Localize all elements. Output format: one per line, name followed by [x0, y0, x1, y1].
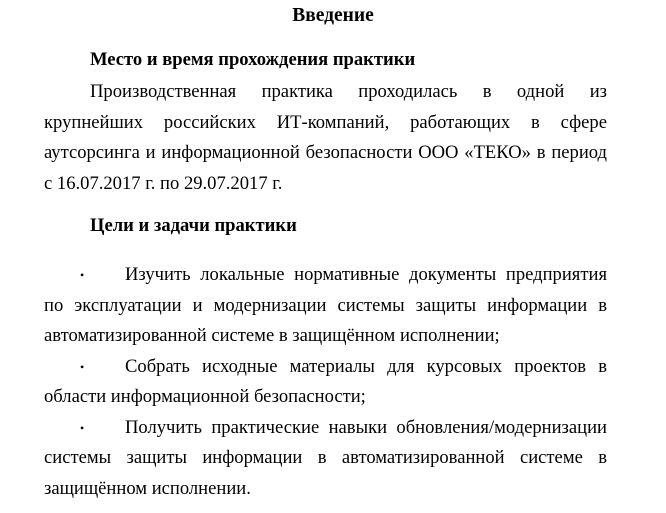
goals-list	[44, 260, 607, 504]
list-item-text: Получить практические навыки обновления/модернизации системы защиты информации в автоматизированной системе в защищённом исполнении.	[44, 416, 607, 499]
list-item-text: Собрать исходные материалы для курсовых проектов в области информационной безопасности;	[44, 355, 607, 407]
list-item-text: Изучить локальные нормативные документы предприятия по эксплуатации и модернизации системы защиты информации в автоматизированной системе в защищённом исполнении;	[44, 264, 607, 346]
document-title: Введение	[292, 5, 374, 26]
list-item	[44, 260, 607, 352]
section-paragraph-place-time: Производственная практика проходилась в одной из крупнейших российских ИТ-компаний, работающих в сфере аутсорсинга и информационной безопасности ООО «ТЕКО» в период с 16.07.2017 г. по 29.07.2017 г.	[44, 81, 607, 194]
list-item	[44, 413, 607, 505]
section-heading-place-time: Место и время прохождения практики	[90, 49, 416, 70]
bullet-icon: •	[80, 420, 85, 435]
bullet-icon: •	[80, 268, 85, 282]
bullet-icon: •	[80, 359, 85, 374]
list-item	[44, 352, 607, 413]
section-heading-goals: Цели и задачи практики	[90, 215, 297, 236]
